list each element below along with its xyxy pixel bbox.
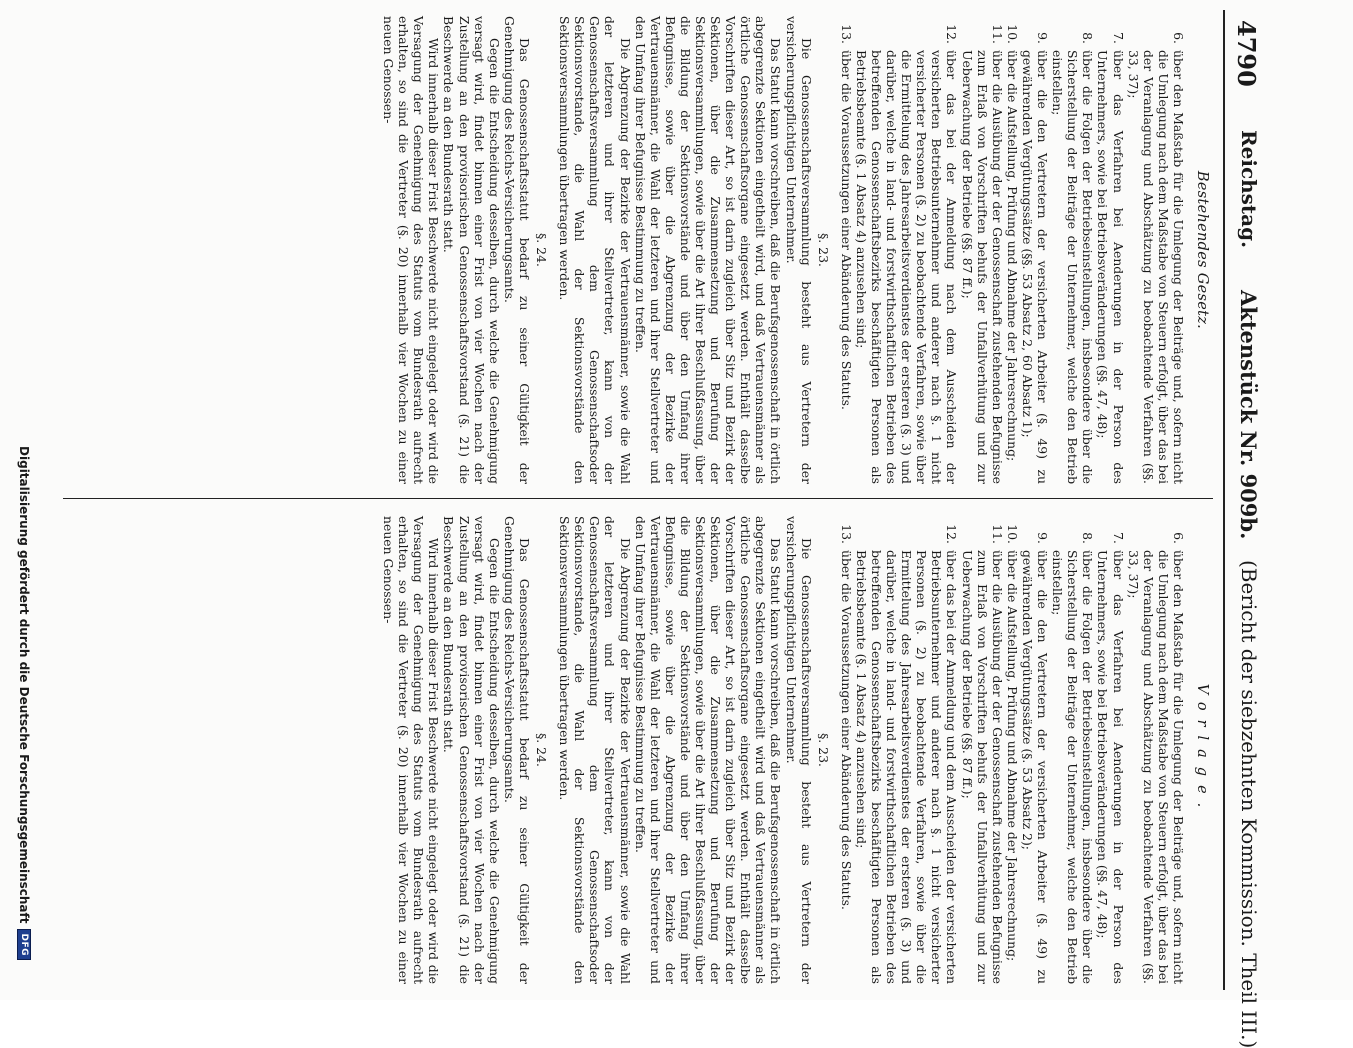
section-23-title: §. 23.: [815, 233, 831, 267]
left-column-heading: Bestehendes Gesetz.: [1194, 170, 1210, 330]
dfg-logo-icon: DFG: [17, 929, 31, 960]
paragraph: Das Genossenschaftsstatut bedarf zu seiner Gültigkeit der Genehmigung des Reichs-Versicherungsamts.: [501, 16, 532, 484]
header-aktenstueck: Aktenstück Nr. 909b.: [1236, 290, 1261, 540]
paragraph: Die Abgrenzung der Bezirke der Vertrauensmänner, sowie die Wahl der letzteren und ihrer Stellvertreter, kann von der Genossenschaftsversammlung dem Genossenschaftsoder Sektionsvorstande, die Wahl der Sektionsvorstände den Sektionsversammlungen übertragen werden.: [557, 516, 633, 984]
list-item: 11. über die Ausübung der der Genossenschaft zustehenden Befugnisse zum Erlaß von Vorschriften behufs der Unfallverhütung und zur Ueberwachung der Betriebe (§§. 87 ff.);: [959, 524, 1005, 984]
list-item: 7. über das Verfahren bei Aenderungen in der Person des Unternehmers, sowie bei Betriebsveränderungen (§§. 47, 48);: [1095, 532, 1126, 984]
left-column-existing-law: [381, 16, 1213, 484]
paragraph: Gegen die Entscheidung desselben, durch welche die Genehmigung versagt wird, findet binnen einer Frist von vier Wochen nach der Zustellung an den provisorischen Genossenschaftsvorstand (§. 21) die Beschwerde an den Bundesrath statt.: [441, 516, 502, 984]
page-number: 4790: [1232, 20, 1261, 87]
list-item: 9. über die den Vertretern der versicherten Arbeiter (§. 49) zu gewährenden Vergütungssätze (§§. 53 Absatz 2, 60 Absatz 1);: [1019, 32, 1051, 484]
paragraph: Das Genossenschaftsstatut bedarf zu seiner Gültigkeit der Genehmigung des Reichs-Versicherungsamts.: [501, 516, 532, 984]
list-item: 9. über die den Vertretern der versicherten Arbeiter (§. 49) zu gewährenden Vergütungssätze (§. 53 Absatz 2);: [1019, 532, 1051, 984]
header-report-title: (Bericht der siebzehnten Kommission. Theil III.): [1237, 560, 1261, 1048]
header-reichstag: Reichstag.: [1237, 130, 1261, 249]
paragraph: Wird innerhalb dieser Frist Beschwerde nicht eingelegt oder wird die Versagung der Genehmigung des Statuts vom Bundesrath aufrecht erhalten, so sind die Vertreter (§. 20) innerhalb vier Wochen zu einer neuen Genossen-: [381, 516, 442, 984]
list-item: 13. über die Voraussetzungen einer Abänderung des Statuts.: [838, 24, 854, 410]
list-item: 6. über den Maßstab für die Umlegung der Beiträge und, sofern nicht die Umlegung nach dem Maßstabe von Steuern erfolgt, über das bei der Veranlagung und Abschätzung zu beobachtende Verfahren (§§. 33, 37);: [1125, 32, 1186, 484]
section-23-title: §. 23.: [815, 733, 831, 767]
list-item: 6. über den Maßstab für die Umlegung der Beiträge und, sofern nicht die Umlegung nach dem Maßstabe von Steuern erfolgt, über das bei der Veranlagung und Abschätzung zu beobachtende Verfahren (§§. 33, 37);: [1125, 532, 1186, 984]
paragraph: Die Abgrenzung der Bezirke der Vertrauensmänner, sowie die Wahl der letzteren und ihrer Stellvertreter, kann von der Genossenschaftsversammlung dem Genossenschaftsoder Sektionsvorstande, die Wahl der Sektionsvorstände den Sektionsversammlungen übertragen werden.: [557, 16, 633, 484]
list-item: 12. über das bei der Anmeldung nach dem Ausscheiden der versicherten Betriebsunternehmer und anderer nach §. 1 nicht versicherter Personen (§. 2) zu beobachtende Verfahren, sowie über die Ermittelung des Jahresarbeitsverdienstes der ersteren (§. 3) und darüber, welche in land- und forstwirthschaftlichen Betrieben des betreffenden Genossenschaftsbezirks beschäftigten Personen als Betriebsbeamte (§. 1 Absatz 4) anzusehen sind;: [853, 24, 960, 484]
list-item: 7. über das Verfahren bei Aenderungen in der Person des Unternehmers, sowie bei Betriebsveränderungen (§§. 47, 48);: [1095, 32, 1126, 484]
digitization-credit: [17, 446, 31, 960]
paragraph: Die Genossenschaftsversammlung besteht aus Vertretern der versicherungspflichtigen Unternehmer.: [783, 516, 814, 984]
right-column-heading: Vorlage.: [1194, 683, 1210, 817]
list-item: 11. über die Ausübung der der Genossenschaft zustehenden Befugnisse zum Erlaß von Vorschriften behufs der Unfallverhütung und zur Ueberwachung der Betriebe (§§. 87 ff.);: [959, 24, 1005, 484]
list-item: 8. über die Folgen der Betriebseinstellungen, insbesondere über die Sicherstellung der Beiträge der Unternehmer, welche den Betrieb einstellen;: [1050, 532, 1096, 984]
paragraph: Wird innerhalb dieser Frist Beschwerde nicht eingelegt oder wird die Versagung der Genehmigung des Statuts vom Bundesrath aufrecht erhalten, so sind die Vertreter (§. 20) innerhalb vier Wochen zu einer neuen Genossen-: [381, 16, 442, 484]
section-24-title: §. 24.: [534, 733, 550, 767]
credit-text: Digitalisierung gefördert durch die Deutsche Forschungsgemeinschaft: [17, 446, 31, 924]
paragraph: Gegen die Entscheidung desselben, durch welche die Genehmigung versagt wird, findet binnen einer Frist von vier Wochen nach der Zustellung an den provisorischen Genossenschaftsvorstand (§. 21) die Beschwerde an den Bundesrath statt.: [441, 16, 502, 484]
list-item: 13. über die Voraussetzungen einer Abänderung des Statuts.: [838, 524, 854, 910]
paragraph: Die Genossenschaftsversammlung besteht aus Vertretern der versicherungspflichtigen Unternehmer.: [783, 16, 814, 484]
list-item: 10. über die Aufstellung, Prüfung und Abnahme der Jahresrechnung;: [1004, 24, 1020, 462]
list-item: 10. über die Aufstellung, Prüfung und Abnahme der Jahresrechnung;: [1004, 524, 1020, 962]
paragraph: Das Statut kann vorschreiben, daß die Berufsgenossenschaft in örtlich abgegrenzte Sektionen eingetheilt wird, und daß Vertrauensmänner als örtliche Genossenschaftsorgane eingesetzt werden. Enthält dasselbe Vorschriften dieser Art, so ist darin zugleich über Sitz und Bezirk der Sektionen, über die Zusammensetzung und Berufung der Sektionsversammlungen, sowie über die Art ihrer Beschlußfassung, über die Bildung der Sektionsvorstände und über den Umfang ihrer Befugnisse, sowie über die Abgrenzung der Bezirke der Vertrauensmänner, die Wahl der letzteren und ihrer Stellvertreter und den Umfang ihrer Befugnisse Bestimmung zu treffen.: [632, 16, 784, 484]
header-rule: [1223, 10, 1225, 990]
section-24-title: §. 24.: [534, 233, 550, 267]
list-item: 12. über das bei der Anmeldung und dem Ausscheiden der versicherten Betriebsunternehmer und anderer nach §. 1 nicht versicherter Personen (§. 2) zu beobachtende Verfahren, sowie über die Ermittelung des Jahresarbeitsverdienstes der ersteren (§. 3) und darüber, welche in land- und forstwirthschaftlichen Betrieben des betreffenden Genossenschaftsbezirks beschäftigten Personen als Betriebsbeamte (§. 1 Absatz 4) anzusehen sind;: [853, 524, 960, 984]
right-column-proposal: [381, 516, 1213, 984]
page-header: [1221, 0, 1261, 1048]
list-item: 8. über die Folgen der Betriebseinstellungen, insbesondere über die Sicherstellung der Beiträge der Unternehmer, welche den Betrieb einstellen;: [1050, 32, 1096, 484]
column-divider: [63, 498, 1213, 499]
paragraph: Das Statut kann vorschreiben, daß die Berufsgenossenschaft in örtlich abgegrenzte Sektionen eingetheilt wird und daß Vertrauensmänner als örtliche Genossenschaftsorgane eingesetzt werden. Enthält dasselbe Vorschriften dieser Art, so ist darin zugleich über Sitz und Bezirk der Sektionen, über die Zusammensetzung und Berufung der Sektionsversammlungen, sowie über die Art ihrer Beschlußfassung, über die Bildung der Sektionsvorstände und über den Umfang ihrer Befugnisse, sowie über die Abgrenzung der Bezirke der Vertrauensmänner, die Wahl der letzteren und ihrer Stellvertreter und den Umfang ihrer Befugnisse Bestimmung zu treffen.: [632, 516, 784, 984]
